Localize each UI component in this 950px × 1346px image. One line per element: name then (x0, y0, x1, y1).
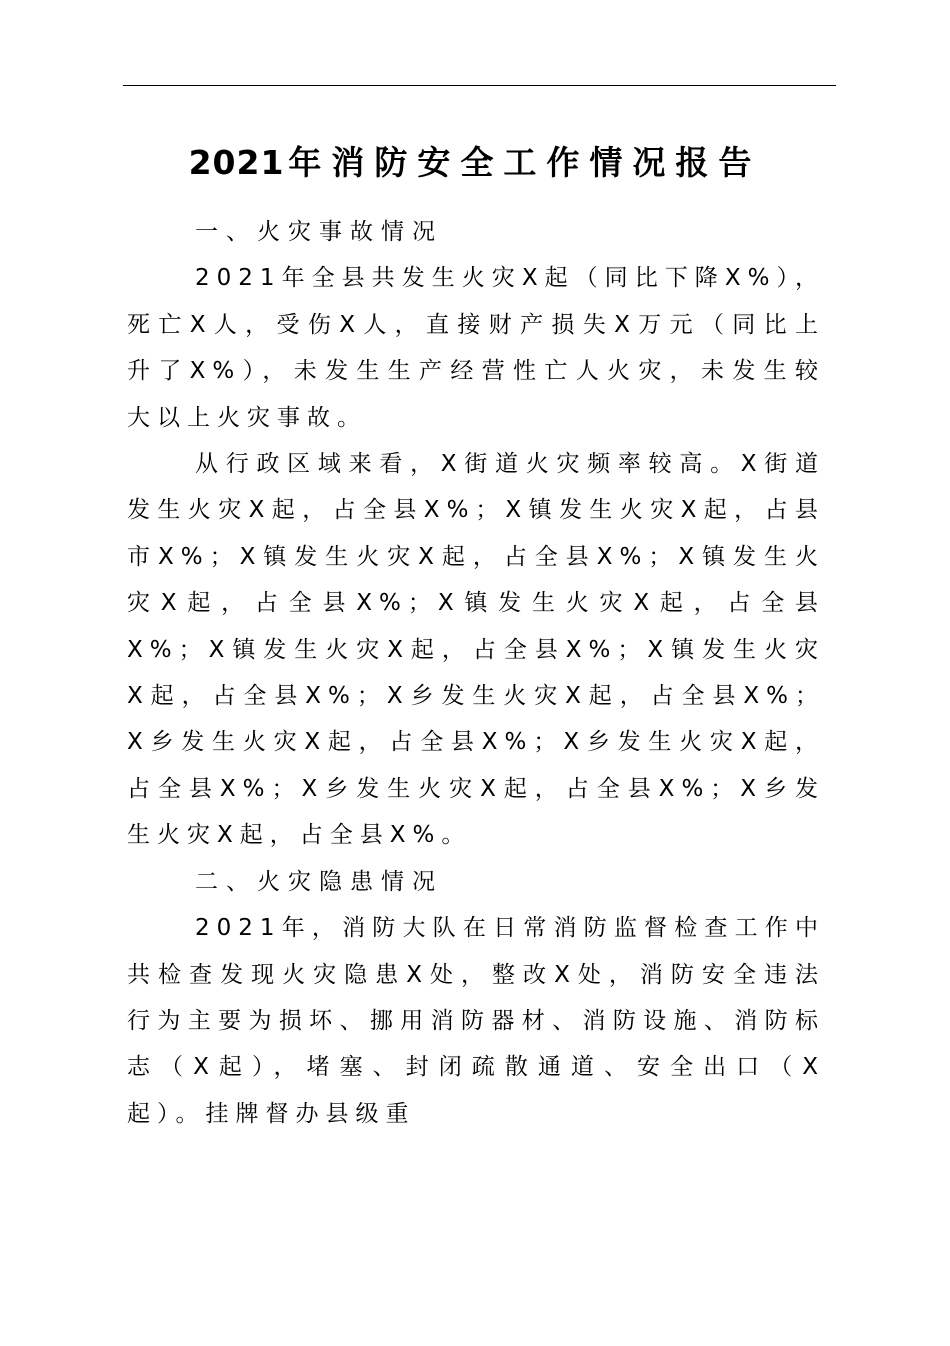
section-heading-fire-hazards: 二、火灾隐患情况 (195, 868, 443, 895)
document-title (0, 140, 950, 186)
paragraph-fire-statistics: 2021年全县共发生火灾X起（同比下降X%），死亡X人，受伤X人，直接财产损失X万元（同比上升了X%），未发生生产经营性亡人火灾，未发生较大以上火灾事故。 (127, 265, 825, 431)
section-heading-fire-accidents: 一、火灾事故情况 (195, 219, 443, 245)
document-title-text: 年消防安全工作情况报告 (288, 143, 762, 182)
paragraph-hazard-inspection: 2021年，消防大队在日常消防监督检查工作中共检查发现火灾隐患X处，整改X处，消防安全违法行为主要为损坏、挪用消防器材、消防设施、消防标志（X起），堵塞、封闭疏散通道、安全出口（X起）。挂牌督办县级重 (127, 915, 825, 1127)
paragraph-fire-by-region: 从行政区域来看，X街道火灾频率较高。X街道发生火灾X起，占全县X%；X镇发生火灾X起，占县市X%；X镇发生火灾X起，占全县X%；X镇发生火灾X起，占全县X%；X镇发生火灾X起，占全县X%；X镇发生火灾X起，占全县X%；X镇发生火灾X起，占全县X%；X乡发生火灾X起，占全县X%；X乡发生火灾X起，占全县X%；X乡发生火灾X起，占全县X%；X乡发生火灾X起，占全县X%；X乡发生火灾X起，占全县X%。 (127, 451, 825, 849)
document-body (127, 209, 825, 1137)
document-title-year: 2021 (188, 143, 285, 182)
header-rule (123, 85, 836, 86)
